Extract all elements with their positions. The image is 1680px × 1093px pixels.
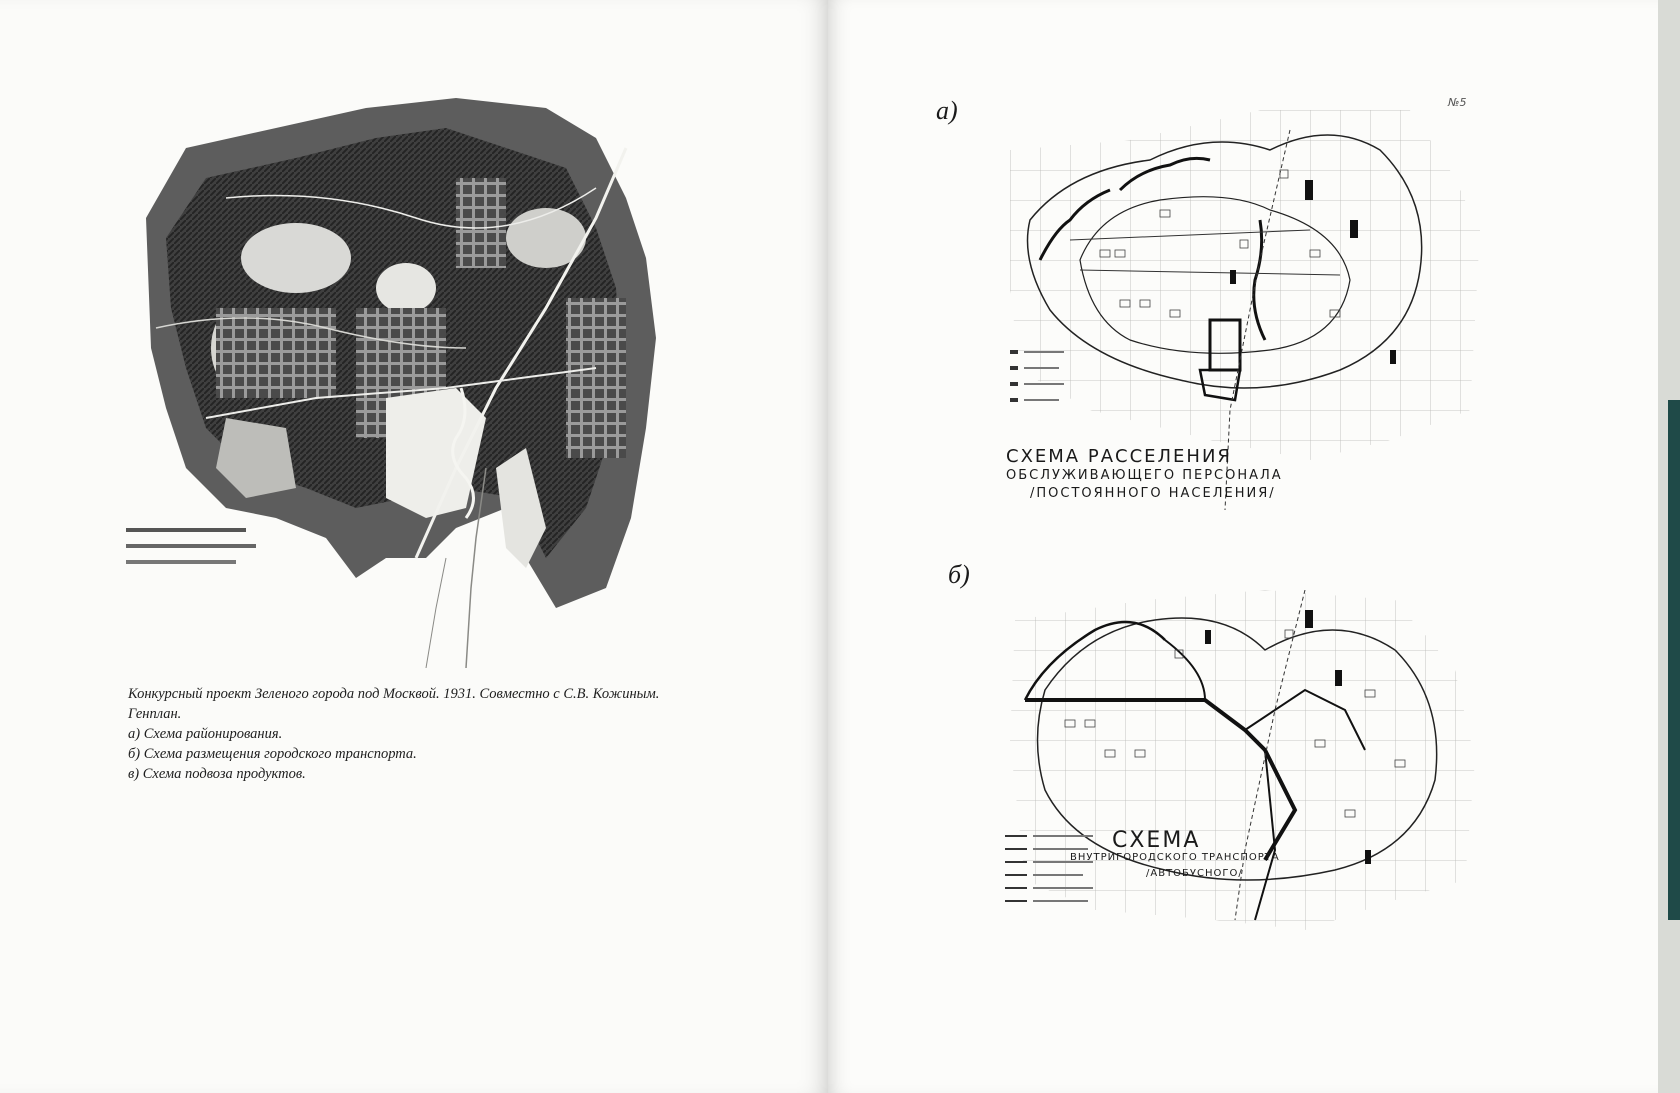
- caption-line: в) Схема подвоза продуктов.: [128, 766, 306, 782]
- map-title-a-line2: ОБСЛУЖИВАЮЩЕГО ПЕРСОНАЛА: [1006, 468, 1283, 483]
- general-plan-image: [126, 88, 706, 668]
- map-title-a-line3: /ПОСТОЯННОГО НАСЕЛЕНИЯ/: [1030, 486, 1276, 501]
- map-title-b-line2: ВНУТРИГОРОДСКОГО ТРАНСПОРТА: [1070, 852, 1280, 863]
- caption-line: Генплан.: [128, 706, 182, 722]
- book-cover-edge: [1668, 400, 1680, 920]
- left-page: [0, 0, 828, 1093]
- figure-caption: [128, 684, 748, 784]
- transport-scheme-map: [1005, 590, 1485, 995]
- caption-line: б) Схема размещения городского транспорта.: [128, 746, 417, 762]
- figure-letter-b: б): [948, 560, 970, 589]
- caption-line: а) Схема районирования.: [128, 726, 283, 742]
- map-title-b-line1: СХЕМА: [1112, 828, 1201, 853]
- caption-line: Конкурсный проект Зеленого города под Москвой. 1931. Совместно с С.В. Кожиным.: [128, 686, 660, 702]
- plate-number-a: №5: [1448, 96, 1467, 109]
- map-title-b-line3: /АВТОБУСНОГО/: [1146, 868, 1243, 879]
- figure-letter-a: а): [936, 96, 958, 125]
- map-title-a-line1: СХЕМА РАССЕЛЕНИЯ: [1006, 446, 1232, 467]
